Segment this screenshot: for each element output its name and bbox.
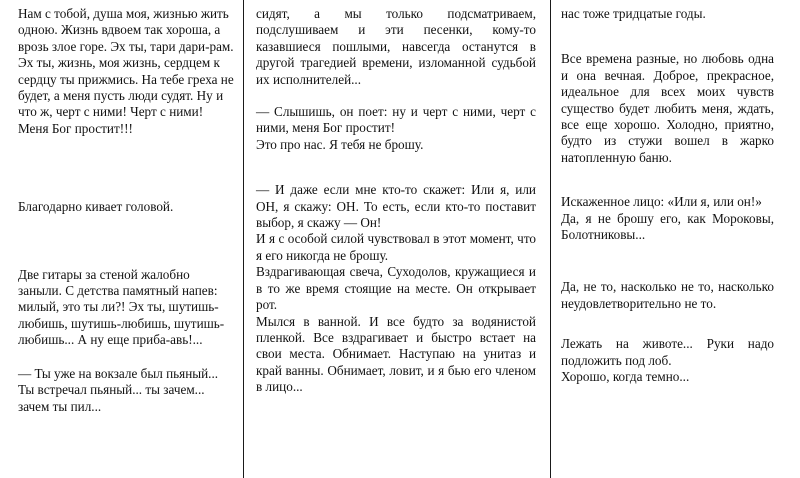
not-leave-paragraph: Да, я не брошу его, как Мороковы, Болотниковы... — [561, 210, 774, 243]
text-column-right — [561, 6, 774, 386]
feeling-paragraph: И я с особой силой чувствовал в этот момент, что я его никогда не брошу. — [256, 231, 536, 263]
face-paragraph: Искаженное лицо: «Или я, или он!» — [561, 194, 762, 210]
column-divider-2 — [550, 0, 551, 478]
guitars-paragraph: Две гитары за стеной жалобно заныли. С детства памятный напев: милый, это ты ли?! Эх ты, шутишь-любишь, шутишь-любишь, шутишь-любишь... А ну еще приба-авь!... — [18, 266, 225, 348]
column-divider-1 — [243, 0, 244, 478]
thirties-line: нас тоже тридцатые годы. — [561, 6, 706, 21]
text-column-left — [18, 6, 236, 415]
bath-paragraph: Мылся в ванной. И все будто за водянистой пленкой. Все вздрагивает и быстро встает на свои места. Обнимает. Наступаю на унитаз и край ванны. Обнимает, ловит, и я бью его членом в лицо... — [256, 313, 536, 395]
lying-paragraph: Лежать на животе... Руки надо подложить под лоб. — [561, 336, 774, 368]
love-paragraph: Все времена разные, но любовь одна и она вечная. Доброе, прекрасное, идеальное для всех моих чувств существо будет любить меня, ждать, все еще хорошо. Холодно, приятно, будто из стужи вошел в жарко натопленную баню. — [561, 51, 774, 165]
not-that-paragraph: Да, не то, насколько не то, насколько неудовлетворительно не то. — [561, 279, 774, 311]
listen-paragraph: — Слышишь, он поет: ну и черт с ними, черт с ними, меня Бог простит! — [256, 104, 536, 136]
songs-paragraph: сидят, а мы только подсматриваем, подслушиваем и эти песенки, кому-то казавшиеся пошлыми, навсегда останутся в другой трагедией времени, изломанной судьбой их исполнителей... — [256, 6, 536, 87]
dark-line: Хорошо, когда темно... — [561, 369, 690, 385]
choice-paragraph: — И даже если мне кто-то скажет: Или я, или ОН, я скажу: ОН. То есть, если кто-то поставит выбор, я скажу — Он! — [256, 182, 536, 231]
text-column-middle — [256, 6, 536, 396]
nod-line: Благодарно кивает головой. — [18, 199, 174, 215]
promise-line: Это про нас. Я тебя не брошу. — [256, 136, 424, 152]
candle-paragraph: Вздрагивающая свеча, Суходолов, кружащиеся и в то же время стоящие на месте. Он открывает рот. — [256, 264, 536, 313]
station-paragraph: — Ты уже на вокзале был пьяный... Ты встречал пьяный... ты зачем... зачем ты пил... — [18, 365, 219, 414]
song-lyrics-paragraph: Нам с тобой, душа моя, жизнью жить одною. Жизнь вдвоем так хороша, а врозь злое горе. Эх ты, тари дари-рам. Эх ты, жизнь, моя жизнь, сердцем к сердцу ты прижмись. На тебе греха не будет, а меня пусть люди судят. Ну и что ж, черт с ними! Черт с ними! Меня Бог простит!!! — [18, 6, 234, 136]
